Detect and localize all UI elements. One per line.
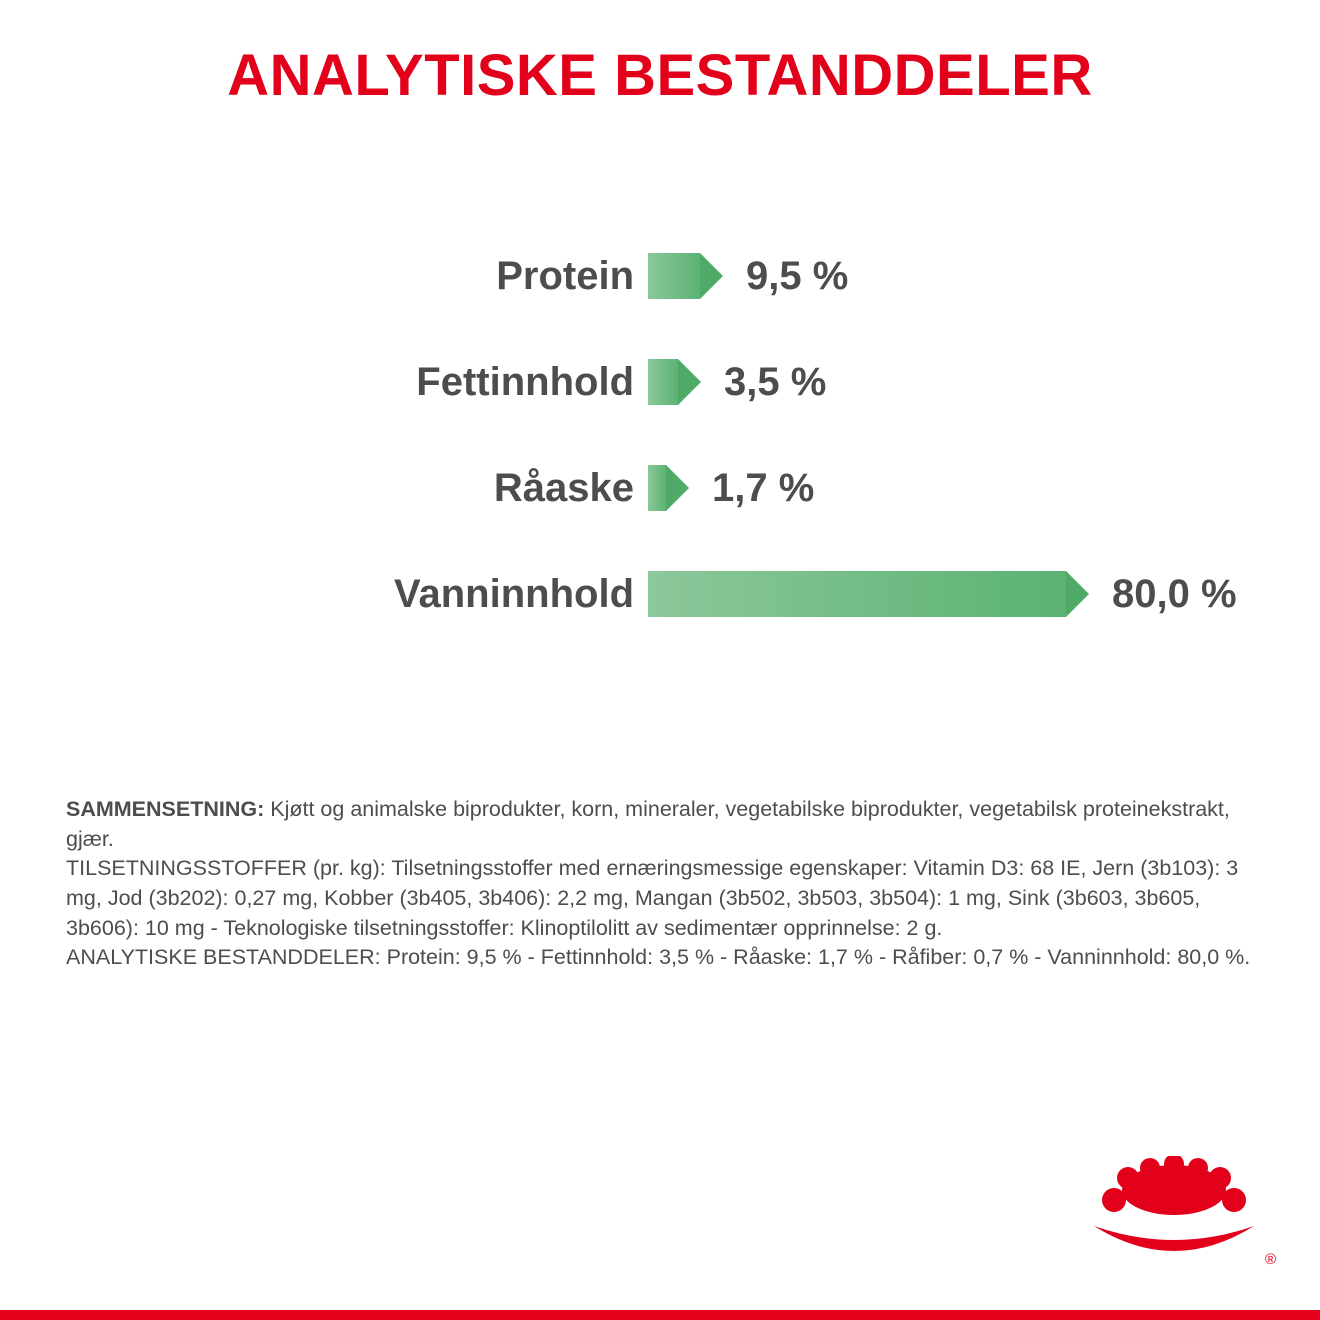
bottom-accent-bar — [0, 1310, 1320, 1320]
royal-canin-logo — [1084, 1156, 1264, 1266]
chart-bar-wrap — [648, 465, 666, 511]
chart-row — [0, 346, 1320, 418]
chart-bar-wrap — [648, 253, 700, 299]
composition-text — [66, 795, 1262, 973]
chart-row-label: Fettinnhold — [416, 359, 634, 404]
chart-row-label: Vanninnhold — [394, 571, 634, 616]
chart-bar-wrap — [648, 359, 678, 405]
chart-bar — [648, 571, 1066, 617]
chart-bar-wrap — [648, 571, 1066, 617]
chart-row-label: Protein — [496, 253, 634, 298]
chart-row-value: 1,7 % — [712, 465, 815, 510]
chart-row-value: 9,5 % — [746, 253, 849, 298]
chart-row-value: 3,5 % — [724, 359, 827, 404]
composition-analytical: ANALYTISKE BESTANDDELER: Protein: 9,5 % - Fettinnhold: 3,5 % - Råaske: 1,7 % - Råfiber: 0,7 % - Vanninnhold: 80,0 %. — [66, 945, 1251, 970]
analytical-constituents-chart — [0, 240, 1320, 664]
chart-bar — [648, 253, 700, 299]
registered-mark: ® — [1264, 1251, 1276, 1268]
chart-row — [0, 452, 1320, 524]
composition-additives: TILSETNINGSSTOFFER (pr. kg): Tilsetningsstoffer med ernæringsmessige egenskaper: Vitamin D3: 68 IE, Jern (3b103): 3 mg, Jod (3b202): 0,27 mg, Kobber (3b405, 3b406): 2,2 mg, Mangan (3b502, 3b503, 3b504): 1 mg, Sink (3b603, 3b605, 3b606): 10 mg - Teknologiske tilsetningsstoffer: Klinoptilolitt av sedimentær opprinnelse: 2 g. — [66, 856, 1239, 940]
chart-row — [0, 558, 1320, 630]
chart-row-value: 80,0 % — [1112, 571, 1237, 616]
composition-lead-label: SAMMENSETNING: — [66, 797, 265, 821]
chart-bar — [648, 359, 678, 405]
composition-lead-text: Kjøtt og animalske biprodukter, korn, mineraler, vegetabilske biprodukter, vegetabilsk proteinekstrakt, gjær. — [66, 797, 1230, 851]
composition-lead-paragraph — [66, 795, 1262, 854]
chart-row — [0, 240, 1320, 312]
chart-bar — [648, 465, 666, 511]
page-title: ANALYTISKE BESTANDDELER — [227, 43, 1093, 108]
chart-row-label: Råaske — [493, 465, 634, 510]
